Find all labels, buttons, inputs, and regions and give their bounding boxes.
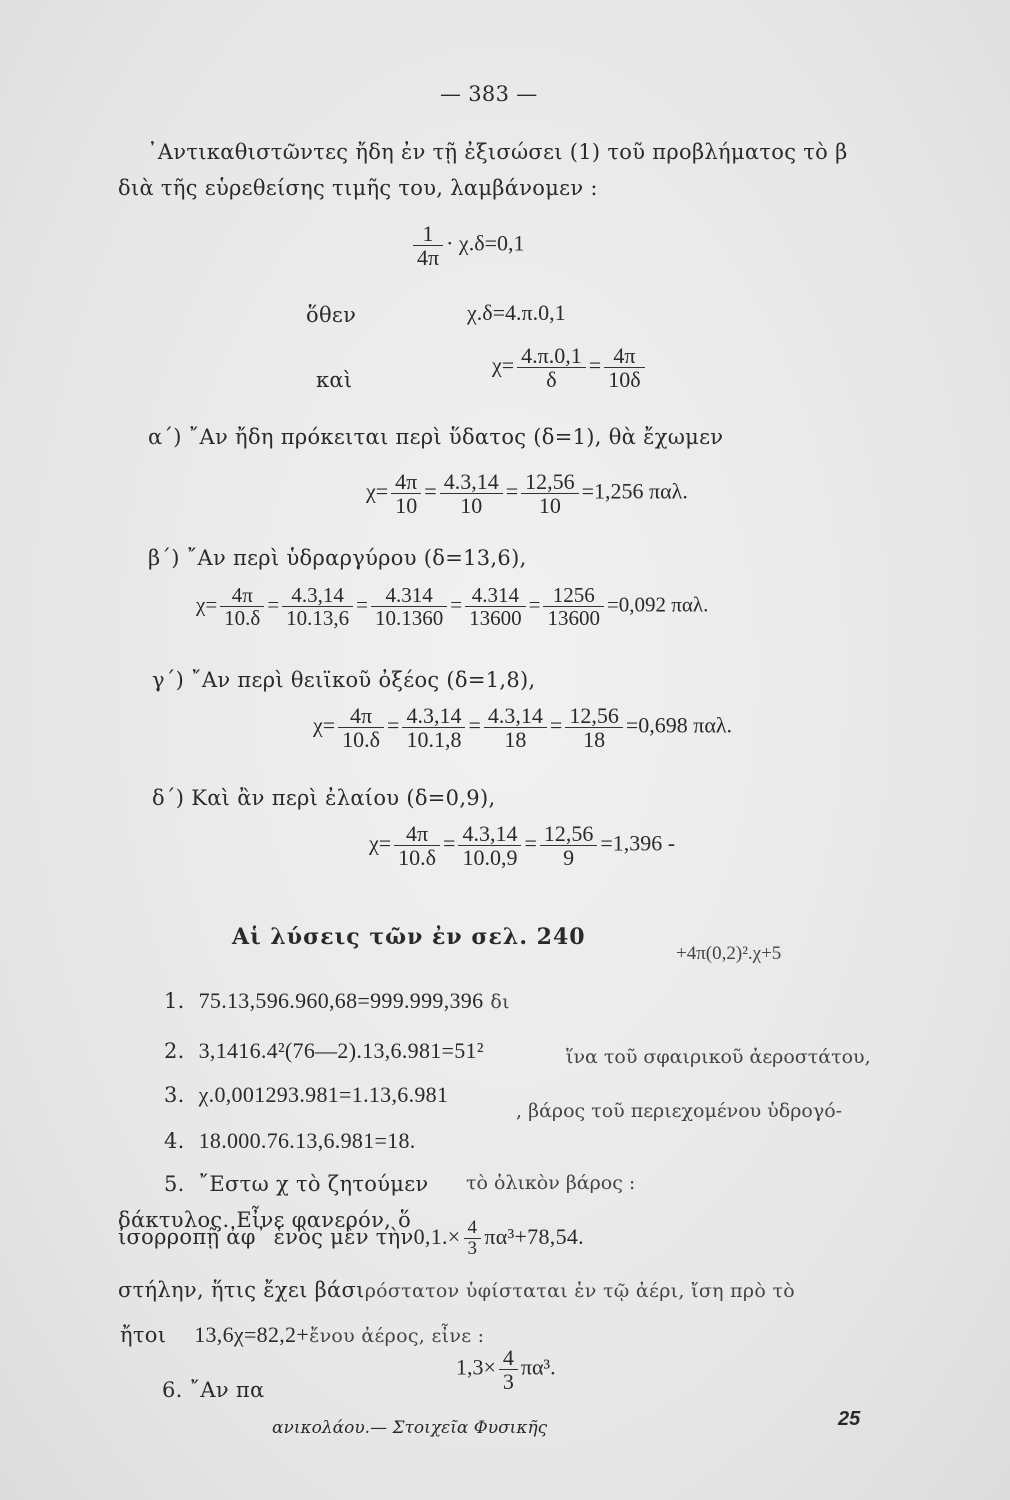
lower-line-4: [120, 1322, 484, 1348]
case-d-f3-den: 9: [563, 845, 575, 871]
case-d-f2-den: 10.0,9: [462, 845, 518, 871]
case-b-result: =0,092 παλ.: [606, 592, 709, 617]
footer-signature-number: 25: [838, 1408, 861, 1430]
case-b-f1-num: 4π: [220, 584, 264, 607]
case-b-f5-num: 1256: [543, 584, 604, 607]
case-d-f3-num: 12,56: [540, 822, 598, 846]
case-b-text: β΄) ῎Αν περὶ ὑδραργύρου (δ=13,6),: [148, 546, 527, 570]
lower-line-2: [118, 1218, 584, 1259]
case-c-f1-num: 4π: [338, 704, 384, 728]
case-c-f2-num: 4.3,14: [402, 704, 465, 728]
solutions-heading: Αἱ λύσεις τῶν ἐν σελ. 240: [232, 924, 586, 950]
case-c-f1-den: 10.δ: [342, 727, 381, 753]
solutions-overlap-expression: +4π(0,2)².χ+5: [676, 943, 782, 964]
case-c-f3-num: 4.3,14: [484, 704, 547, 728]
case-a-f2-den: 10: [460, 493, 483, 519]
eq1-rest: · χ.δ=0,1: [446, 230, 525, 256]
case-d-f2-num: 4.3,14: [458, 822, 521, 846]
solution-1-tail: δι: [490, 991, 510, 1013]
case-a-f1-num: 4π: [391, 470, 421, 494]
solution-item-4: [164, 1128, 416, 1154]
case-b-f3-num: 4.314: [371, 584, 447, 607]
lower-line-4-overlap: ἔνου ἀέρος, εἶνε :: [309, 1325, 485, 1347]
case-a-f3-num: 12,56: [521, 470, 579, 494]
solution-item-1: [164, 988, 510, 1014]
case-d-text: δ΄) Καὶ ἂν περὶ ἐλαίου (δ=0,9),: [152, 786, 496, 810]
case-b-f2-num: 4.3,14: [282, 584, 353, 607]
lower-line-2-frac-den: 3: [467, 1237, 478, 1259]
lower-line-3: [118, 1278, 795, 1302]
lower-line-1: δάκτυλος. Εἶνε φανερόν, ὅ: [118, 1208, 412, 1232]
case-b-f5-den: 13600: [547, 606, 600, 631]
case-a-f2-num: 4.3,14: [440, 470, 503, 494]
lower-line-4-expr: 13,6χ=82,2+: [194, 1322, 310, 1347]
solution-item-5: [164, 1172, 429, 1196]
case-d-f1-num: 4π: [394, 822, 440, 846]
case-d-result: =1,396 ‑: [600, 830, 676, 856]
eq1-denominator: 4π: [417, 245, 440, 271]
case-c-f3-den: 18: [504, 727, 527, 753]
hothen-expression: χ.δ=4.π.0,1: [467, 300, 566, 325]
solution-3-number: 3.: [164, 1083, 185, 1107]
kai-label: καὶ: [316, 368, 353, 392]
case-d-equation: χ= $\frac{4\pi}{10.\delta}$ = $\frac{4.3,14}{10.0,9}$ = $\frac{12,56}{9}$ =1,396 ‑: [369, 821, 676, 871]
hothen-label: ὅθεν: [306, 303, 357, 327]
kai-equation: [492, 344, 648, 391]
lower-line-4-label: ἤτοι: [120, 1323, 167, 1347]
case-a-lhs: χ=: [366, 478, 389, 504]
solution-item-2: [164, 1038, 484, 1064]
case-c-f4-den: 18: [583, 727, 606, 753]
lower-line-5-tail: πα³.: [520, 1354, 556, 1380]
lower-line-5-label: 6. ῎Αν πα: [162, 1378, 265, 1402]
lower-line-5-expr: 1,3×: [456, 1354, 496, 1380]
solution-item-3: [164, 1082, 448, 1108]
lower-line-3-overlap: ρόστατον ὑφίσταται ἐν τῷ ἀέρι, ἴση πρὸ τὸ: [364, 1280, 796, 1302]
kai-lhs: χ=: [492, 352, 515, 378]
kai-frac2-den: 10δ: [608, 367, 641, 393]
case-c-text: γ΄) ῎Αν περὶ θειϊκοῦ ὀξέος (δ=1,8),: [152, 668, 536, 692]
case-a-result: =1,256 παλ.: [581, 478, 688, 504]
lower-line-5-expression: [456, 1346, 556, 1393]
case-a-f1-den: 10: [395, 493, 418, 519]
lower-line-2-frac-num: 4: [464, 1218, 482, 1239]
intro-line-2: διὰ τῆς εὑρεθείσης τιμῆς του, λαμβάνομεν :: [118, 176, 598, 200]
kai-frac2-num: 4π: [604, 344, 644, 368]
lower-line-2-text: ἰσορροπῇ ἀφ᾽ ἑνὸς μὲν τὴν: [118, 1224, 414, 1249]
kai-eq: =: [588, 352, 602, 378]
solution-3-text: χ.0,001293.981=1.13,6.981: [198, 1082, 449, 1107]
case-c-result: =0,698 παλ.: [625, 712, 733, 738]
lower-line-2-tail: πα³+78,54.: [484, 1223, 584, 1249]
case-a-text: α΄) ῎Αν ἤδη πρόκειται περὶ ὕδατος (δ=1), θὰ ἔχωμεν: [148, 425, 724, 449]
solution-5-text: ῎Εστω χ τὸ ζητούμεν: [198, 1172, 429, 1196]
case-b-f1-den: 10.δ: [224, 606, 261, 631]
solution-5-tail: τὸ ὁλικὸν βάρος :: [466, 1172, 636, 1194]
lower-line-5-frac-num: 4: [499, 1346, 518, 1370]
lower-line-3-text: στήλην, ἥτις ἔχει βάσι: [118, 1278, 365, 1302]
solution-2-text: 3,1416.4²(76—2).13,6.981=51²: [198, 1038, 484, 1063]
case-a-equation: χ= $\frac{4\pi}{10}$ = $\frac{4.3,14}{10}$ = $\frac{12,56}{10}$ =1,256 παλ.: [366, 469, 688, 519]
eq1-numerator: 1: [413, 222, 443, 246]
kai-frac1-num: 4.π.0,1: [517, 344, 586, 368]
case-c-f4-num: 12,56: [565, 704, 623, 728]
case-d-f1-den: 10.δ: [398, 845, 437, 871]
case-d-lhs: χ=: [369, 830, 392, 856]
lower-line-2-expr: 0,1.×: [413, 1223, 461, 1249]
solution-2-tail: ἵνα τοῦ σφαιρικοῦ ἀεροστάτου,: [566, 1046, 871, 1068]
solution-4-text: 18.000.76.13,6.981=18.: [198, 1128, 416, 1153]
page-number: — 383 —: [440, 82, 538, 106]
case-c-f2-den: 10.1,8: [406, 727, 462, 753]
footer-book-title: ανικολάου.— Στοιχεῖα Φυσικῆς: [272, 1418, 548, 1438]
solution-1-number: 1.: [164, 989, 185, 1013]
intro-line-1: ᾽Αντικαθιστῶντες ἤδη ἐν τῇ ἐξισώσει (1) τοῦ προβλήματος τὸ β: [147, 140, 848, 164]
solution-5-number: 5.: [164, 1172, 185, 1196]
solution-1-text: 75.13,596.960,68=999.999,396: [198, 988, 484, 1013]
solution-4-number: 4.: [164, 1129, 185, 1153]
case-b-f3-den: 10.1360: [375, 606, 444, 631]
equation-1: [410, 222, 524, 269]
solution-3-tail: , βάρος τοῦ περιεχομένου ὑδρογό-: [516, 1100, 843, 1122]
case-b-f4-den: 13600: [469, 606, 522, 631]
case-b-lhs: χ=: [196, 592, 218, 617]
case-b-equation: χ= $\frac{4\pi}{10.\delta}$ = $\frac{4.3,14}{10.13,6}$ = $\frac{4.314}{10.1360}$ = $\frac{4.314}{13600}$ = $\frac{1256}{13600}$ =0,092 παλ.: [196, 583, 709, 631]
kai-frac1-den: δ: [546, 367, 557, 393]
solution-2-number: 2.: [164, 1039, 185, 1063]
case-b-f2-den: 10.13,6: [286, 606, 350, 631]
case-b-f4-num: 4.314: [465, 584, 526, 607]
case-c-lhs: χ=: [313, 712, 336, 738]
lower-line-5-frac-den: 3: [502, 1369, 514, 1395]
case-c-equation: χ= $\frac{4\pi}{10.\delta}$ = $\frac{4.3,14}{10.1,8}$ = $\frac{4.3,14}{18}$ = $\frac{12,56}{18}$ =0,698 παλ.: [313, 703, 733, 753]
case-a-f3-den: 10: [538, 493, 561, 519]
